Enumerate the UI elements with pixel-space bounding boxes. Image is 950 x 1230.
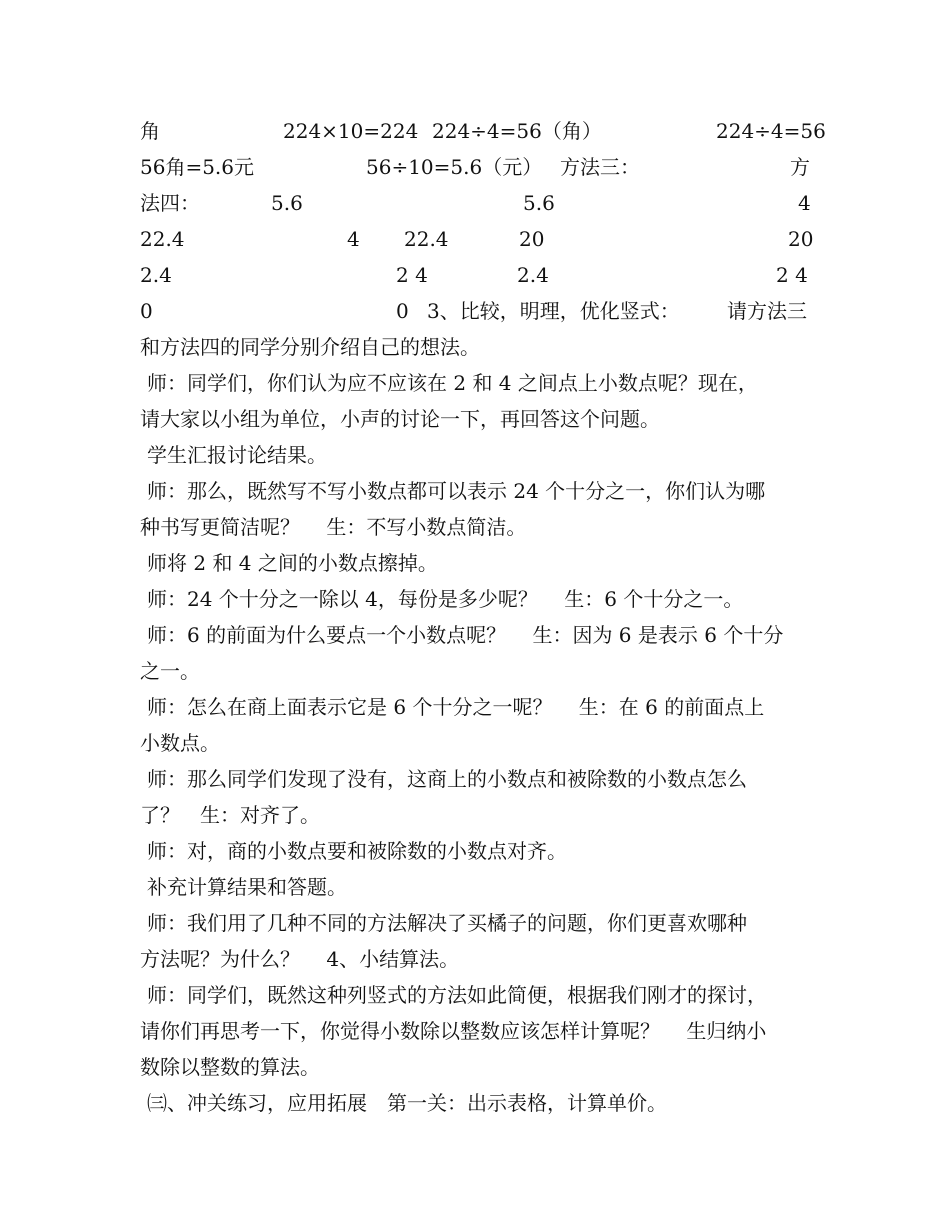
calc-cell: 0 [396,299,409,323]
calc-cell: 224÷4=56（角） [432,119,602,143]
paragraph-line: 学生汇报讨论结果。 [147,443,327,467]
calc-cell: 3、比较，明理，优化竖式： [427,299,680,323]
paragraph-line: 师：怎么在商上面表示它是 6 个十分之一呢？ 生：在 6 的前面点上 [147,695,765,719]
calc-cell: 请方法三 [727,299,807,323]
paragraph-line: 种书写更简洁呢？ 生：不写小数点简洁。 [140,515,527,539]
paragraph-line: 师：同学们，既然这种列竖式的方法如此简便，根据我们刚才的探讨， [147,983,767,1007]
paragraph-line: 小数点。 [140,731,220,755]
paragraph-line: 数除以整数的算法。 [140,1055,320,1079]
calc-cell: 2.4 [140,263,172,287]
paragraph-line: 师：同学们，你们认为应不应该在 2 和 4 之间点上小数点呢？现在， [147,371,758,395]
paragraph-line: 师：那么，既然写不写小数点都可以表示 24 个十分之一，你们认为哪 [147,479,766,503]
paragraph-line: 师：对，商的小数点要和被除数的小数点对齐。 [147,839,567,863]
calc-cell: 法四： [140,191,200,215]
calc-cell: 56÷10=5.6（元） [366,155,543,179]
calc-cell: 56角=5.6元 [140,155,255,179]
paragraph-line: 师：我们用了几种不同的方法解决了买橘子的问题，你们更喜欢哪种 [147,911,747,935]
calc-cell: 2 4 [776,263,808,287]
paragraph-line: 请大家以小组为单位，小声的讨论一下，再回答这个问题。 [140,407,660,431]
calc-cell: 22.4 [404,227,449,251]
paragraph-line: 了？ 生：对齐了。 [140,803,320,827]
calc-cell: 224×10=224 [283,119,419,143]
calc-cell: 20 [788,227,814,251]
paragraph-line: 补充计算结果和答题。 [147,875,347,899]
calc-cell: 4 [798,191,811,215]
paragraph-line: 师：24 个十分之一除以 4，每份是多少呢？ 生：6 个十分之一。 [147,587,744,611]
calc-cell: 224÷4=56 [716,119,826,143]
calc-cell: 20 [519,227,545,251]
calc-cell: 角 [140,119,160,143]
paragraph-line: 师将 2 和 4 之间的小数点擦掉。 [147,551,438,575]
calc-cell: 5.6 [523,191,555,215]
paragraph-line: 之一。 [140,659,200,683]
calc-cell: 方法三： [560,155,640,179]
calc-cell: 方 [790,155,810,179]
calc-cell: 2.4 [517,263,549,287]
calc-cell: 5.6 [271,191,303,215]
paragraph-line: 和方法四的同学分别介绍自己的想法。 [140,335,480,359]
paragraph-line: 请你们再思考一下，你觉得小数除以整数应该怎样计算呢？ 生归纳小 [140,1019,767,1043]
calc-cell: 0 [140,299,153,323]
paragraph-line: 师：那么同学们发现了没有，这商上的小数点和被除数的小数点怎么 [147,767,747,791]
paragraph-line: ㈢、冲关练习，应用拓展 第一关：出示表格，计算单价。 [147,1091,667,1115]
calc-cell: 2 4 [396,263,428,287]
calc-cell: 22.4 [140,227,185,251]
paragraph-line: 师：6 的前面为什么要点一个小数点呢？ 生：因为 6 是表示 6 个十分 [147,623,784,647]
calc-cell: 4 [347,227,360,251]
paragraph-line: 方法呢？为什么？ 4、小结算法。 [140,947,460,971]
